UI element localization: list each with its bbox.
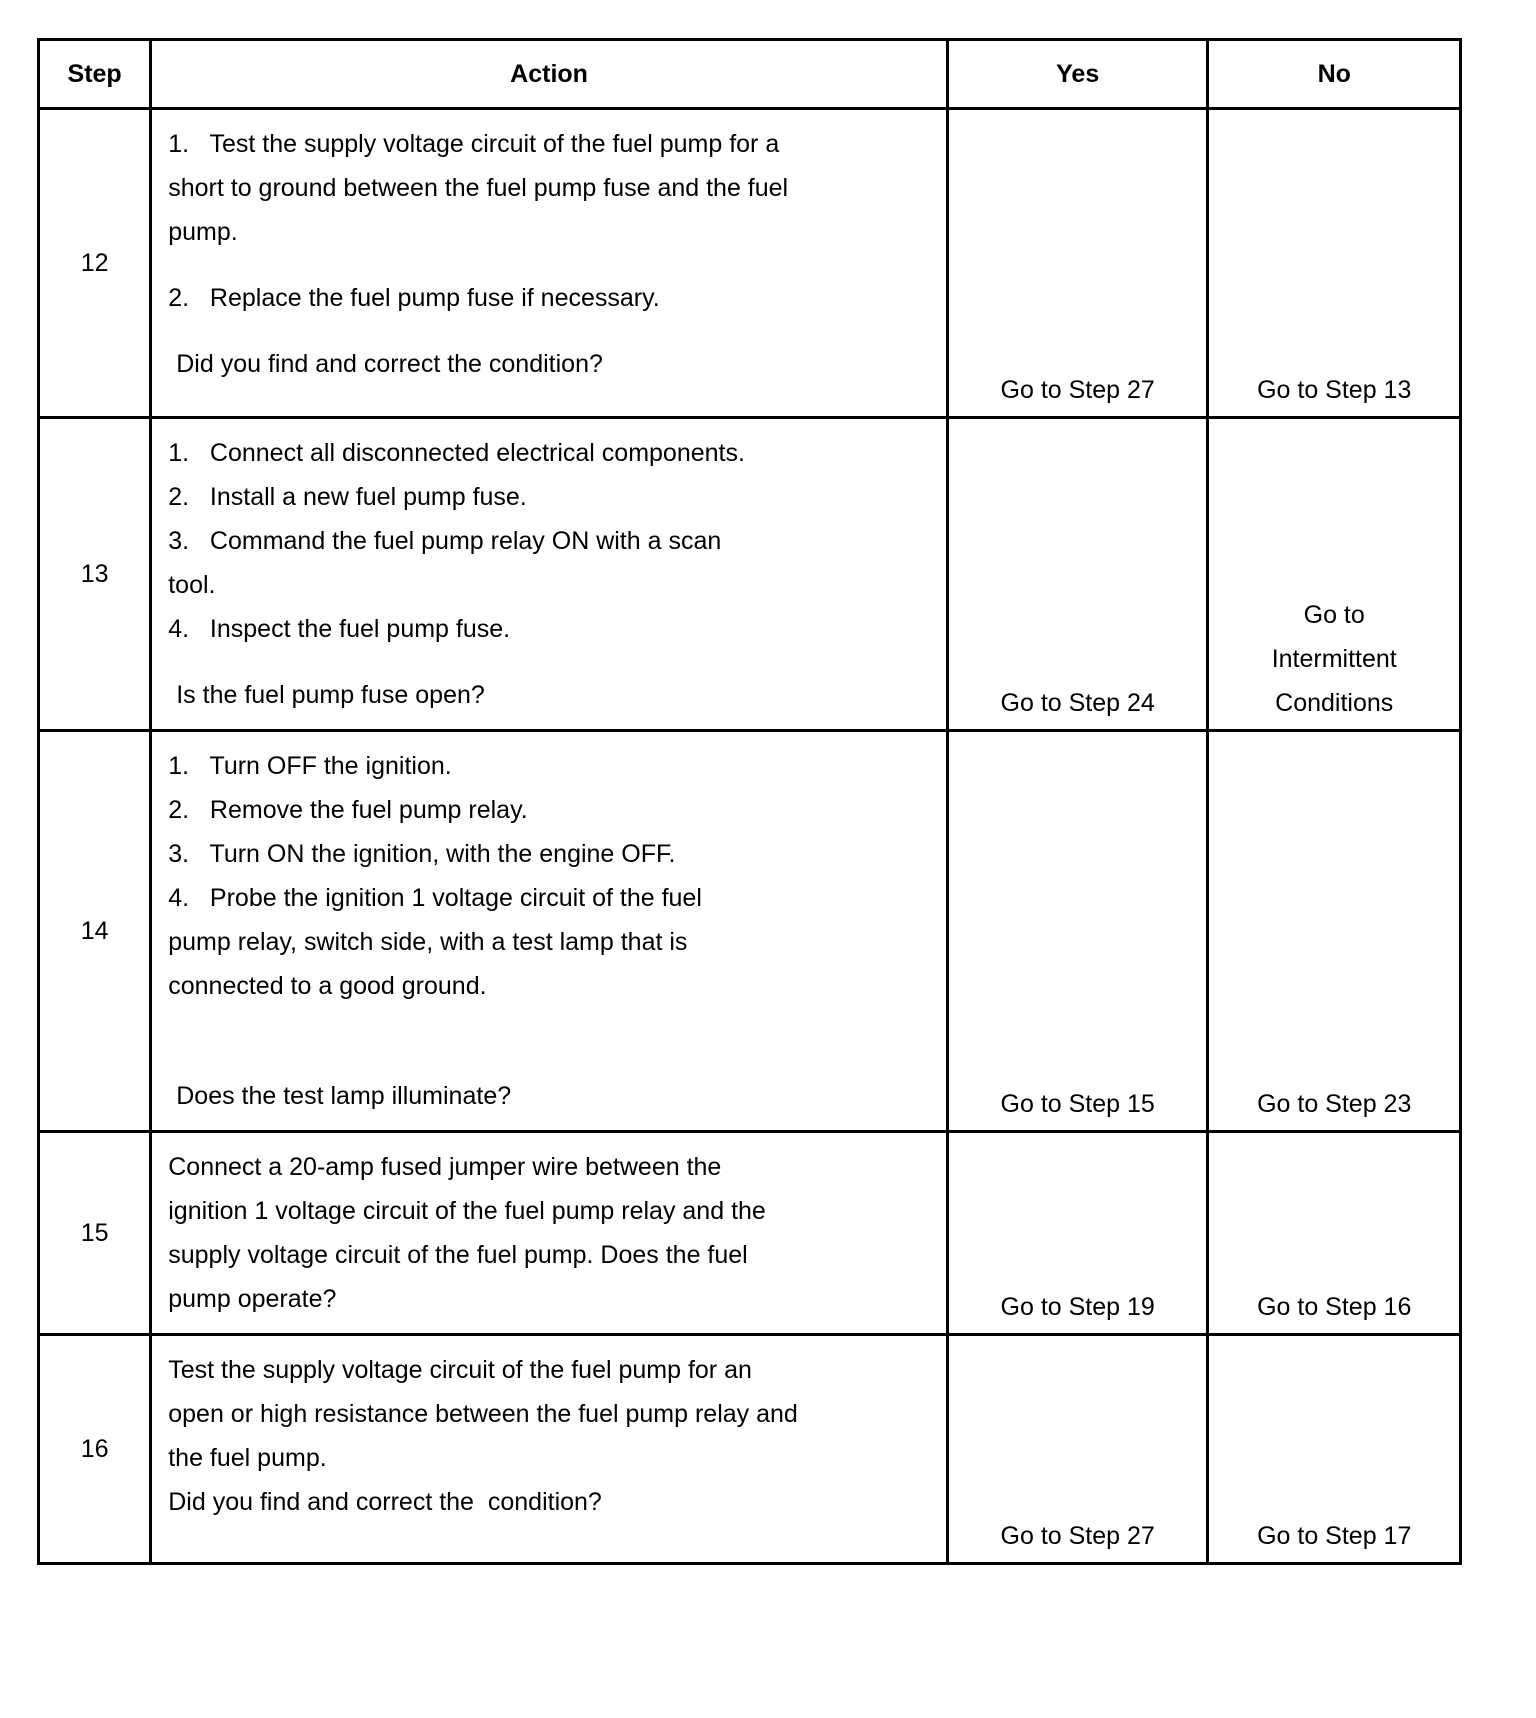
action-cell (151, 1335, 948, 1564)
header-yes: Yes (947, 40, 1208, 109)
action-line: 1. Connect all disconnected electrical components. (168, 439, 745, 467)
step-number: 12 (39, 109, 151, 418)
no-target-line: Conditions (1275, 689, 1394, 717)
no-cell (1208, 1132, 1461, 1335)
action-line: 3. Turn ON the ignition, with the engine OFF. (168, 840, 676, 868)
header-row (39, 40, 1461, 109)
no-target: Go to Step 13 (1257, 376, 1412, 404)
table-row (39, 731, 1461, 1132)
action-question: Does the test lamp illuminate? (176, 1082, 512, 1110)
action-cell (151, 109, 948, 418)
action-line: 3. Command the fuel pump relay ON with a scan (168, 527, 722, 555)
action-line: pump. (168, 218, 238, 246)
no-cell (1208, 731, 1461, 1132)
table-row (39, 418, 1461, 731)
no-target: Go to Step 17 (1257, 1522, 1412, 1550)
action-line: pump relay, switch side, with a test lamp that is (168, 928, 688, 956)
table-row (39, 1132, 1461, 1335)
table-row (39, 1335, 1461, 1564)
header-step: Step (39, 40, 151, 109)
action-line: connected to a good ground. (168, 972, 487, 1000)
no-cell (1208, 1335, 1461, 1564)
action-cell (151, 418, 948, 731)
action-line: short to ground between the fuel pump fuse and the fuel (168, 174, 789, 202)
yes-cell (947, 1132, 1208, 1335)
action-line: 1. Test the supply voltage circuit of the fuel pump for a (168, 130, 780, 158)
no-target-line: Intermittent (1271, 645, 1397, 673)
no-cell (1208, 418, 1461, 731)
action-line: supply voltage circuit of the fuel pump. Does the fuel (168, 1241, 748, 1269)
action-line: tool. (168, 571, 216, 599)
action-line: the fuel pump. (168, 1444, 327, 1472)
action-line: Test the supply voltage circuit of the fuel pump for an (168, 1356, 752, 1384)
action-question: Did you find and correct the condition? (176, 350, 603, 378)
action-line: 4. Probe the ignition 1 voltage circuit of the fuel (168, 884, 702, 912)
yes-cell (947, 731, 1208, 1132)
step-number: 14 (39, 731, 151, 1132)
no-target: Go to Step 23 (1257, 1090, 1412, 1118)
action-line: pump operate? (168, 1285, 337, 1313)
yes-cell (947, 418, 1208, 731)
diagnostic-procedure-table (37, 38, 1462, 1565)
action-line: Connect a 20-amp fused jumper wire between the (168, 1153, 722, 1181)
no-target-line: Go to (1303, 601, 1365, 629)
header-action: Action (151, 40, 948, 109)
action-line: open or high resistance between the fuel pump relay and (168, 1400, 798, 1428)
action-line: 2. Replace the fuel pump fuse if necessary. (168, 284, 660, 312)
yes-target: Go to Step 27 (1000, 376, 1155, 404)
action-line: 2. Install a new fuel pump fuse. (168, 483, 527, 511)
step-number: 15 (39, 1132, 151, 1335)
no-cell (1208, 109, 1461, 418)
action-line: 4. Inspect the fuel pump fuse. (168, 615, 511, 643)
yes-cell (947, 1335, 1208, 1564)
yes-target: Go to Step 27 (1000, 1522, 1155, 1550)
action-line: ignition 1 voltage circuit of the fuel pump relay and the (168, 1197, 766, 1225)
action-line: Did you find and correct the condition? (168, 1488, 602, 1516)
action-line: 2. Remove the fuel pump relay. (168, 796, 528, 824)
yes-cell (947, 109, 1208, 418)
action-line: 1. Turn OFF the ignition. (168, 752, 452, 780)
table-row (39, 109, 1461, 418)
header-no: No (1208, 40, 1461, 109)
action-question: Is the fuel pump fuse open? (176, 681, 485, 709)
yes-target: Go to Step 15 (1000, 1090, 1155, 1118)
yes-target: Go to Step 19 (1000, 1293, 1155, 1321)
action-cell (151, 731, 948, 1132)
action-cell (151, 1132, 948, 1335)
no-target: Go to Step 16 (1257, 1293, 1412, 1321)
yes-target: Go to Step 24 (1000, 689, 1155, 717)
step-number: 13 (39, 418, 151, 731)
step-number: 16 (39, 1335, 151, 1564)
